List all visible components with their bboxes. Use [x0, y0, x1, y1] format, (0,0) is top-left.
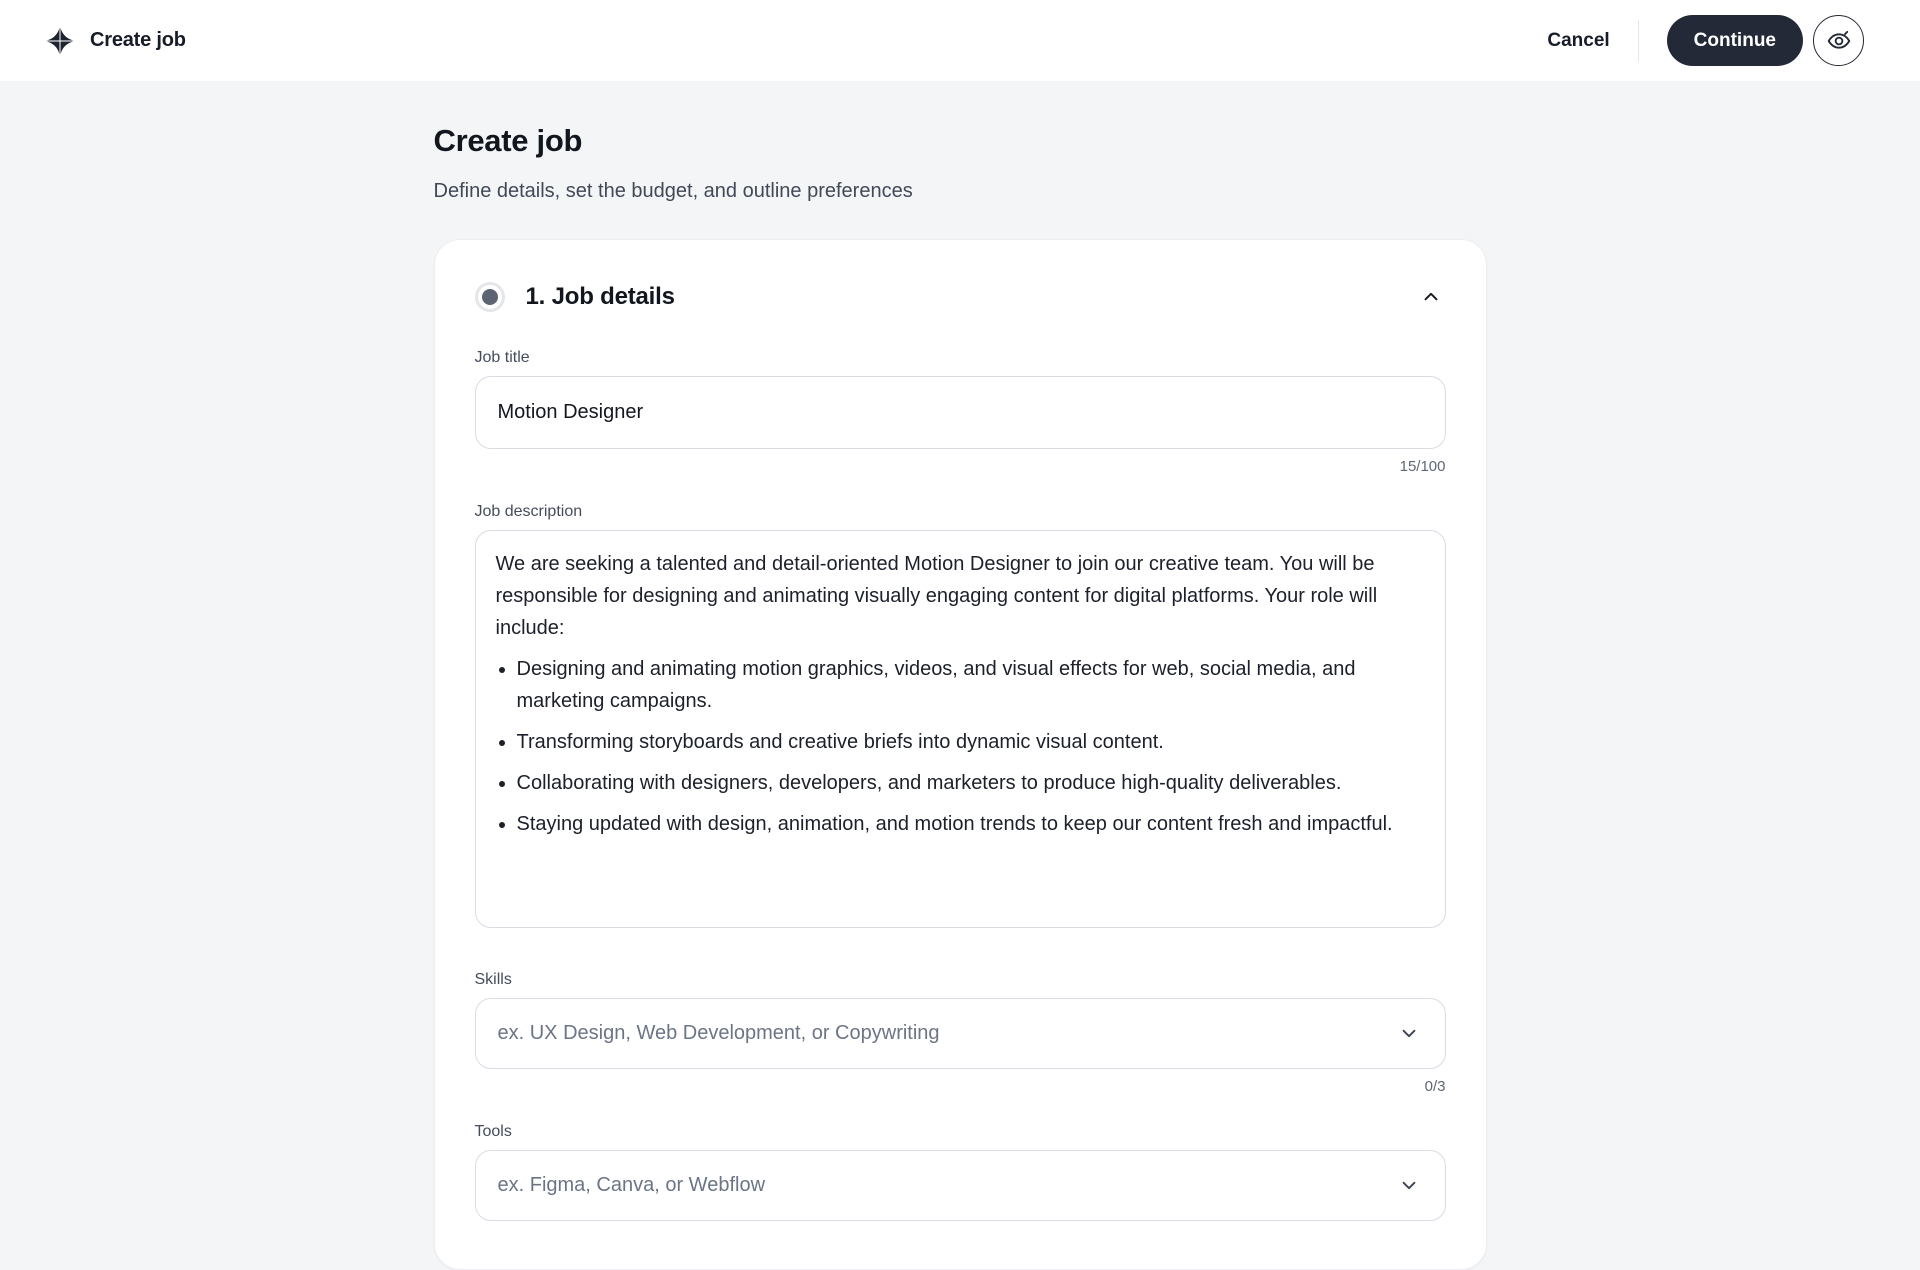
topbar-title: Create job: [90, 29, 186, 51]
page-subtitle: Define details, set the budget, and outline preferences: [433, 179, 913, 202]
job-title-counter: 15/100: [1399, 457, 1446, 475]
eye-icon: [1826, 28, 1852, 54]
skills-dropdown-button[interactable]: [1396, 1020, 1422, 1046]
skills-field: [475, 971, 1446, 1095]
main-content: [0, 123, 1920, 1270]
continue-button[interactable]: Continue: [1667, 15, 1803, 66]
topbar-divider: [1638, 20, 1639, 62]
cancel-button[interactable]: Cancel: [1547, 29, 1610, 51]
collapse-section-button[interactable]: [1416, 282, 1446, 312]
section-title: 1. Job details: [525, 282, 675, 310]
tools-select-input[interactable]: [475, 1150, 1446, 1221]
job-description-textarea[interactable]: [475, 530, 1446, 928]
job-description-bullet: • Collaborating with designers, developers, and marketers to produce high-quality deliverables.: [517, 767, 1425, 799]
step-radio-icon: [475, 282, 505, 312]
chevron-down-icon: [1398, 1174, 1420, 1196]
job-title-field: [475, 349, 1446, 475]
chevron-up-icon: [1420, 286, 1442, 308]
job-description-field: [475, 503, 1446, 928]
job-title-input[interactable]: [475, 376, 1446, 449]
tools-dropdown-button[interactable]: [1396, 1172, 1422, 1198]
skills-counter: 0/3: [1424, 1077, 1446, 1095]
page-title: Create job: [433, 123, 583, 158]
topbar-brand: [44, 25, 186, 57]
job-description-label: Job description: [474, 502, 583, 520]
tools-field: [475, 1123, 1446, 1221]
preview-button[interactable]: [1813, 15, 1864, 66]
topbar: [0, 0, 1920, 81]
job-details-section-header[interactable]: [475, 282, 1446, 312]
job-description-intro: We are seeking a talented and detail-oriented Motion Designer to join our creative team. You will be responsible for designing and animating visually engaging content for digital platforms. Your role will include:: [495, 552, 1378, 639]
skills-select-input[interactable]: [475, 998, 1446, 1069]
job-description-bullet: • Staying updated with design, animation, and motion trends to keep our content fresh and impactful.: [517, 808, 1425, 840]
tools-label: Tools: [474, 1122, 512, 1140]
topbar-actions: [1547, 15, 1864, 66]
four-point-star-icon: [44, 25, 76, 57]
chevron-down-icon: [1398, 1022, 1420, 1044]
job-description-bullet: • Designing and animating motion graphics, videos, and visual effects for web, social media, and marketing campaigns.: [517, 653, 1425, 717]
job-details-card: [434, 239, 1487, 1270]
job-description-bullet: • Transforming storyboards and creative briefs into dynamic visual content.: [517, 726, 1425, 758]
job-title-label: Job title: [474, 348, 530, 366]
skills-label: Skills: [474, 970, 512, 988]
job-description-bullet-list: [496, 653, 1425, 840]
